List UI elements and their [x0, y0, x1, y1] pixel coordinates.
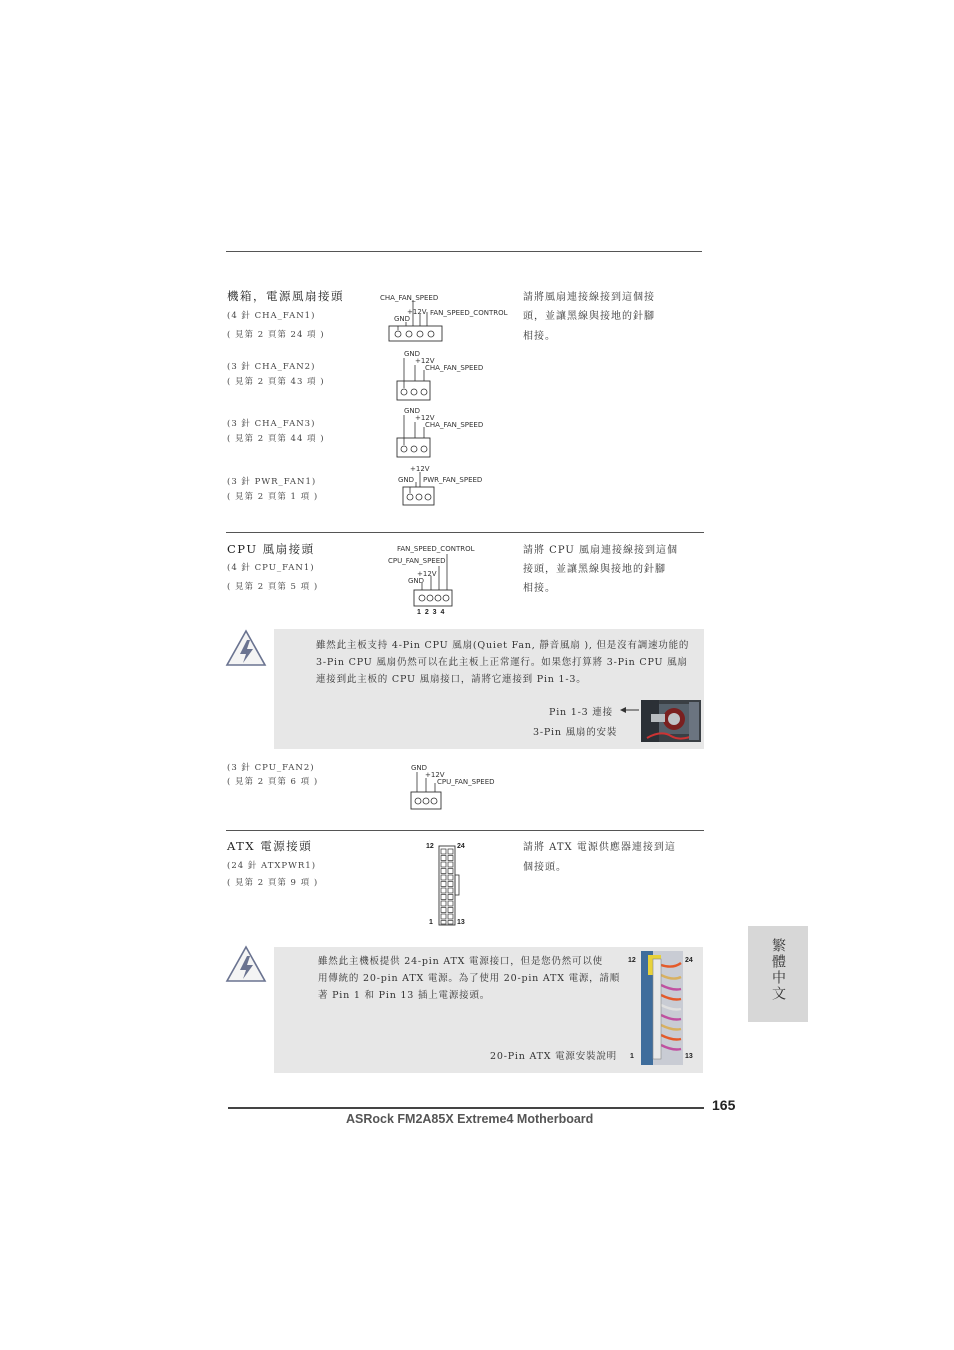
footer-title: ASRock FM2A85X Extreme4 Motherboard: [346, 1112, 594, 1126]
cha-fan2-ref: ( 見第 2 頁第 43 項 ): [227, 377, 325, 387]
atx-note-line-2: 用傳統的 20-pin ATX 電源。為了使用 20-pin ATX 電源，請順: [318, 973, 621, 984]
cha-fan1-12v-label: +12V: [407, 308, 427, 316]
pwr-fan1-speed-label: PWR_FAN_SPEED: [423, 476, 483, 484]
chassis-desc-1: 請將風扇連接線接到這個接: [523, 292, 655, 303]
atx-ref: ( 見第 2 頁第 9 項 ): [227, 878, 319, 888]
cpu-fan1-12v-label: +12V: [417, 570, 437, 578]
cpu-fan2-speed-label: CPU_FAN_SPEED: [437, 778, 495, 786]
pwr-fan1-ref: ( 見第 2 頁第 1 項 ): [227, 492, 319, 502]
cha-fan1-ref: ( 見第 2 頁第 24 項 ): [227, 330, 325, 340]
pwr-fan1-connector-icon: [400, 472, 438, 508]
cpu-fan2-gnd-label: GND: [411, 764, 428, 772]
cpu-fan1-pin-numbers: 1 2 3 4: [417, 609, 446, 616]
atx-spec: (24 針 ATXPWR1): [227, 861, 317, 871]
cha-fan3-gnd-label: GND: [404, 407, 421, 415]
page-number: 165: [712, 1097, 736, 1113]
cpu-fan1-control-label: FAN_SPEED_CONTROL: [397, 545, 475, 553]
atx-pin-12: 12: [426, 843, 434, 850]
atx-desc-2: 個接頭。: [523, 862, 567, 873]
cha-fan2-spec: (3 針 CHA_FAN2): [227, 362, 316, 372]
cpu-section-rule: [226, 532, 704, 533]
cpu-fan2-connector-icon: [408, 772, 446, 812]
cpu-fan2-ref: ( 見第 2 頁第 6 項 ): [227, 777, 319, 787]
cha-fan3-spec: (3 針 CHA_FAN3): [227, 419, 316, 429]
cpu-note-line-1: 雖然此主板支持 4-Pin CPU 風扇(Quiet Fan, 靜音風扇 ), 但是沒有調速功能的: [316, 640, 690, 651]
cha-fan2-gnd-label: GND: [404, 350, 421, 358]
cpu-fan1-connector-icon: [410, 552, 460, 610]
language-side-tab-label: 繁體中文: [770, 938, 786, 1002]
cha-fan2-connector-icon: [394, 356, 434, 404]
pwr-fan1-gnd-label: GND: [398, 476, 415, 484]
atx-desc-1: 請將 ATX 電源供應器連接到這: [523, 842, 676, 853]
language-side-tab: [748, 926, 808, 1022]
atx-photo-pin-13: 13: [685, 1053, 693, 1060]
warning-icon: [225, 944, 267, 984]
cha-fan2-speed-label: CHA_FAN_SPEED: [425, 364, 484, 372]
cpu-desc-1: 請將 CPU 風扇連接線接到這個: [523, 545, 678, 556]
atx-pin-1: 1: [429, 919, 433, 926]
atx-photo-pin-24: 24: [685, 957, 693, 964]
cha-fan3-connector-icon: [394, 413, 434, 461]
pwr-fan1-12v-label: +12V: [410, 465, 430, 473]
cpu-note-line-2: 3-Pin CPU 風扇仍然可以在此主板上正常運行。如果您打算將 3-Pin CPU 風扇: [316, 657, 688, 668]
chassis-desc-3: 相接。: [523, 331, 556, 342]
atx-title: ATX 電源接頭: [227, 839, 313, 853]
cha-fan1-connector-icon: [386, 300, 446, 345]
atx-note-line-1: 雖然此主機板提供 24-pin ATX 電源接口，但是您仍然可以使: [318, 956, 603, 967]
cpu-note-caption: 3-Pin 風扇的安裝: [533, 727, 618, 738]
atx-note-line-3: 著 Pin 1 和 Pin 13 插上電源接頭。: [318, 990, 491, 1001]
cpu-desc-3: 相接。: [523, 583, 556, 594]
cpu-title: CPU 風扇接頭: [227, 542, 315, 556]
chassis-desc-2: 頭，並讓黑線與接地的針腳: [523, 311, 655, 322]
atx-note-caption: 20-Pin ATX 電源安裝說明: [490, 1051, 617, 1062]
cha-fan3-ref: ( 見第 2 頁第 44 項 ): [227, 434, 325, 444]
cpu-fan-install-photo: [641, 700, 701, 742]
arrow-left-icon: [620, 706, 640, 714]
warning-icon: [225, 628, 267, 668]
cha-fan3-speed-label: CHA_FAN_SPEED: [425, 421, 484, 429]
cpu-fan1-speed-label: CPU_FAN_SPEED: [388, 557, 446, 565]
atx-photo-pin-1: 1: [630, 1053, 634, 1060]
atx-pin-13: 13: [457, 919, 465, 926]
atx-photo-pin-12: 12: [628, 957, 636, 964]
cpu-fan2-spec: (3 針 CPU_FAN2): [227, 763, 315, 773]
atx-connector-icon: [437, 845, 461, 927]
top-rule: [226, 251, 702, 252]
cpu-note-pin-label: Pin 1-3 連接: [549, 707, 613, 718]
cpu-fan1-gnd-label: GND: [408, 577, 425, 585]
cpu-fan2-12v-label: +12V: [425, 771, 445, 779]
cpu-note-line-3: 連接到此主板的 CPU 風扇接口，請將它連接到 Pin 1-3。: [316, 674, 587, 685]
cpu-fan1-spec: (4 針 CPU_FAN1): [227, 563, 315, 573]
atx-section-rule: [226, 830, 704, 831]
atx-pin-24: 24: [457, 843, 465, 850]
atx-install-photo: [641, 951, 683, 1065]
pwr-fan1-spec: (3 針 PWR_FAN1): [227, 477, 317, 487]
cpu-fan1-ref: ( 見第 2 頁第 5 項 ): [227, 582, 319, 592]
chassis-title: 機箱，電源風扇接頭: [227, 289, 344, 303]
cha-fan1-gnd-label: GND: [394, 315, 411, 323]
cha-fan1-spec: (4 針 CHA_FAN1): [227, 311, 316, 321]
cha-fan1-control-label: FAN_SPEED_CONTROL: [430, 309, 508, 317]
cpu-desc-2: 接頭，並讓黑線與接地的針腳: [523, 564, 666, 575]
cha-fan2-12v-label: +12V: [415, 357, 435, 365]
cha-fan3-12v-label: +12V: [415, 414, 435, 422]
footer-rule: [228, 1107, 704, 1109]
cha-fan1-speed-label: CHA_FAN_SPEED: [380, 294, 439, 302]
